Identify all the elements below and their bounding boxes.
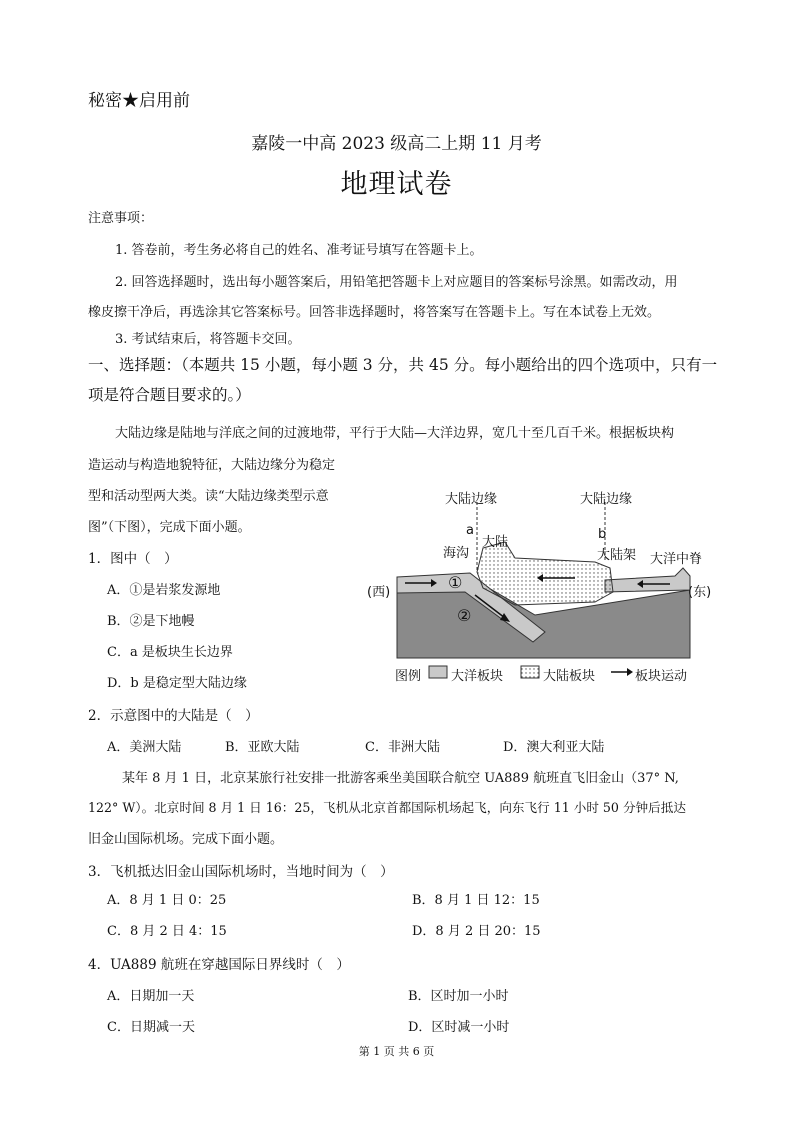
legend-ocean-label: 大洋板块 [451, 669, 504, 684]
passage-line: 大陆边缘是陆地与洋底之间的过渡地带，平行于大陆—大洋边界，宽几十至几百千米。根据板块构 [115, 426, 675, 441]
passage-line: 图”（下图），完成下面小题。 [88, 520, 251, 535]
legend-ocean-swatch [429, 666, 447, 678]
option-c: C．非洲大陆 [365, 740, 440, 755]
option-c: C．a 是板块生长边界 [107, 645, 233, 660]
legend-cont-swatch [521, 666, 539, 678]
exam-subtitle: 嘉陵一中高 2023 级高二上期 11 月考 [251, 134, 542, 154]
question-stem: 2．示意图中的大陆是（ ） [88, 708, 259, 724]
passage-line: 型和活动型两大类。读“大陆边缘类型示意 [88, 489, 329, 504]
notice-item: 橡皮擦干净后，再选涂其它答案标号。回答非选择题时，将答案写在答题卡上。写在本试卷上无效。 [88, 305, 661, 320]
continental-plate [477, 542, 613, 605]
legend-title: 图例 [395, 669, 422, 684]
label-east: (东) [688, 585, 712, 600]
option-b: B．②是下地幔 [107, 614, 195, 629]
option-d: D．8 月 2 日 20：15 [412, 924, 541, 939]
passage-line: 122° W）。北京时间 8 月 1 日 16：25，飞机从北京首都国际机场起飞，向东飞行 11 小时 50 分钟后抵达 [88, 800, 686, 815]
passage-line: 旧金山国际机场。完成下面小题。 [88, 832, 284, 847]
page-title: 地理试卷 [340, 169, 453, 200]
diagram-canvas [365, 480, 725, 690]
notice-item: 3. 考试结束后，将答题卡交回。 [115, 332, 301, 347]
legend-cont-label: 大陆板块 [543, 669, 596, 684]
label-marker-1: ① [448, 573, 463, 592]
continental-margin-diagram [365, 480, 725, 690]
option-c: C．8 月 2 日 4：15 [107, 924, 227, 939]
label-west: (西) [367, 585, 391, 600]
option-d: D．区时减一小时 [408, 1020, 510, 1035]
page-footer: 第 1 页 共 6 页 [358, 1045, 435, 1058]
option-b: B．8 月 1 日 12：15 [412, 893, 540, 908]
label-b: b [598, 527, 607, 542]
question-stem: 3．飞机抵达旧金山国际机场时，当地时间为（ ） [88, 864, 394, 880]
section-heading-cont: 项是符合题目要求的。） [88, 386, 251, 404]
section-heading: 一、选择题：（本题共 15 小题，每小题 3 分，共 45 分。每小题给出的四个选项中，只有一 [88, 356, 718, 374]
oceanic-plate-east [605, 568, 690, 592]
notice-item: 1. 答卷前，考生务必将自己的姓名、准考证号填写在答题卡上。 [115, 243, 483, 258]
option-c: C．日期减一天 [107, 1020, 195, 1035]
label-marker-2: ② [457, 606, 472, 625]
label-margin-right: 大陆边缘 [580, 492, 633, 507]
option-b: B．亚欧大陆 [225, 740, 300, 755]
label-margin-left: 大陆边缘 [445, 492, 498, 507]
option-d: D．b 是稳定型大陆边缘 [107, 676, 247, 691]
label-continent: 大陆 [482, 535, 509, 550]
question-stem: 1．图中（ ） [88, 551, 178, 567]
notice-heading: 注意事项： [88, 211, 154, 226]
label-shelf: 大陆架 [597, 548, 637, 563]
option-a: A．8 月 1 日 0：25 [107, 893, 227, 908]
label-trench: 海沟 [443, 546, 470, 561]
passage-line: 造运动与构造地貌特征，大陆边缘分为稳定 [88, 458, 336, 473]
legend-arrowhead [627, 668, 633, 676]
option-d: D．澳大利亚大陆 [503, 740, 605, 755]
label-ridge: 大洋中脊 [650, 552, 703, 567]
option-a: A．①是岩浆发源地 [107, 583, 221, 598]
option-a: A．美洲大陆 [107, 740, 182, 755]
label-a: a [466, 523, 474, 538]
option-b: B．区时加一小时 [408, 989, 509, 1004]
question-stem: 4．UA889 航班在穿越国际日界线时（ ） [88, 957, 350, 973]
passage-line: 某年 8 月 1 日，北京某旅行社安排一批游客乘坐美国联合航空 UA889 航班直飞旧金山（37° N, [122, 771, 679, 786]
option-a: A．日期加一天 [107, 989, 195, 1004]
confidential-mark: 秘密★启用前 [88, 91, 190, 111]
notice-item: 2. 回答选择题时，选出每小题答案后，用铅笔把答题卡上对应题目的答案标号涂黑。如需改动，用 [115, 275, 678, 290]
legend-move-label: 板块运动 [635, 669, 688, 684]
